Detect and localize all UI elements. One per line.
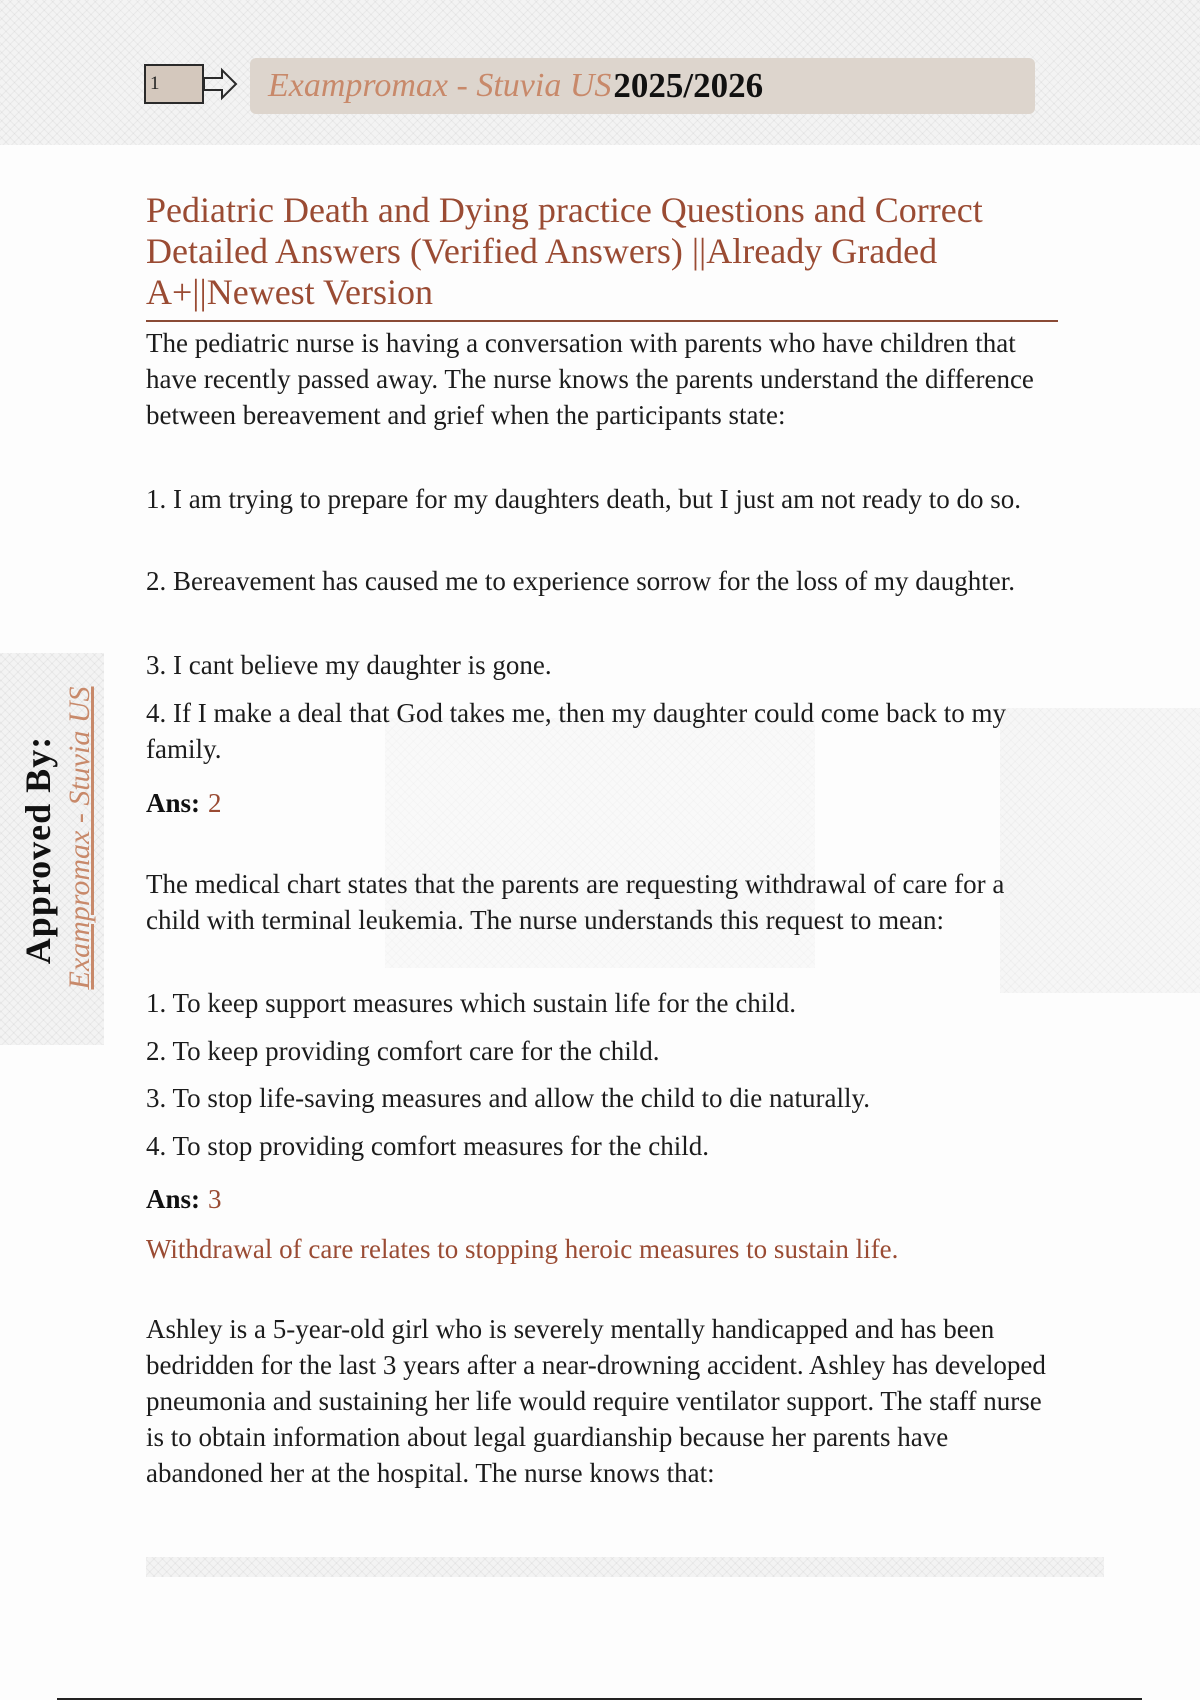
document-title: Pediatric Death and Dying practice Questions and Correct Detailed Answers (Verified Answers) ||Already Graded A+||Newest Version [146,190,983,312]
answer-option: 1. To keep support measures which sustain life for the child. [146,988,796,1018]
answer-rationale: Withdrawal of care relates to stopping heroic measures to sustain life. [146,1234,899,1264]
answer-option: 3. To stop life-saving measures and allow the child to die naturally. [146,1083,870,1113]
question-stem: The medical chart states that the parents are requesting withdrawal of care for a child with terminal leukemia. The nurse understands this request to mean: [146,869,1005,935]
answer-option: 4. If I make a deal that God takes me, then my daughter could come back to my family. [146,698,1006,764]
answer-label: Ans: [146,1184,201,1214]
title-divider [146,320,1058,322]
header-title-bar [250,58,1035,114]
answer-line [146,1181,1046,1217]
answer-option: 3. I cant believe my daughter is gone. [146,650,552,680]
header-brand: Exampromax - Stuvia US [268,67,612,104]
answer-line [146,785,1046,821]
answer-option: 2. To keep providing comfort care for the child. [146,1036,660,1066]
question-stem: Ashley is a 5-year-old girl who is severely mentally handicapped and has been bedridden for the last 3 years after a near-drowning accident. Ashley has developed pneumonia and sustaining her life would require ventilator support. The staff nurse is to obtain information about legal guardianship because her parents have abandoned her at the hospital. The nurse knows that: [146,1314,1046,1488]
answer-option: 1. I am trying to prepare for my daughters death, but I just am not ready to do so. [146,484,1022,514]
header-year: 2025/2026 [613,66,764,105]
answer-option: 2. Bereavement has caused me to experience sorrow for the loss of my daughter. [146,566,1015,596]
question-stem: The pediatric nurse is having a conversation with parents who have children that have recently passed away. The nurse knows the parents understand the difference between bereavement and grief when the participants state: [146,328,1034,430]
answer-option: 4. To stop providing comfort measures for the child. [146,1131,710,1161]
page-number: 1 [144,64,204,104]
answer-label: Ans: [146,788,201,818]
approved-by-label: Approved By: [18,735,58,965]
sidebar-brand: Exampromax - Stuvia US [63,686,96,990]
bottom-divider [146,1557,1104,1577]
answer-value: 3 [208,1184,222,1214]
answer-value: 2 [208,788,222,818]
arrow-right-icon [202,66,238,102]
